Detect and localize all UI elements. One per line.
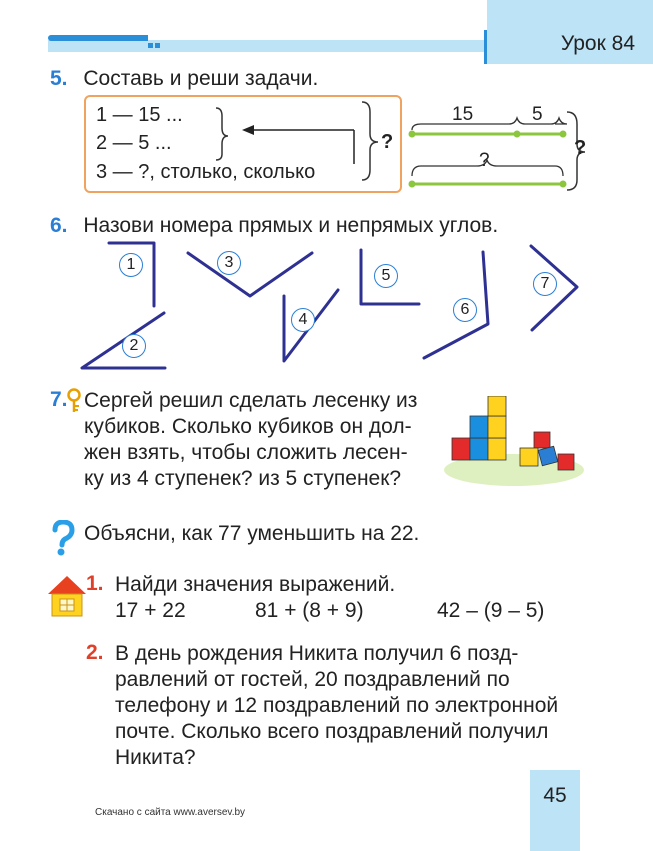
home-task1-number: 1. [86, 572, 104, 595]
expression-1: 17 + 22 [115, 599, 186, 622]
angle-label-3: 3 [217, 251, 241, 275]
home-task2-line-1: В день рождения Никита получил 6 позд- [115, 642, 519, 665]
angle-3 [188, 253, 312, 296]
task5-box-question: ? [381, 131, 394, 153]
page-number: 45 [543, 784, 567, 807]
home-task1-text: Найди значения выражений. [115, 573, 396, 596]
lesson-title: Урок 84 [560, 32, 635, 55]
expression-2: 81 + (8 + 9) [255, 599, 364, 622]
page-number-box [530, 770, 580, 851]
header-accent-bar [48, 35, 148, 41]
task7-line-2: кубиков. Сколько кубиков он дол- [84, 415, 412, 438]
task5-line-2: 2 — 5 ... [96, 132, 172, 154]
task5-box-brackets [200, 98, 400, 190]
task5-line-3: 3 — ?, столько, сколько [96, 161, 316, 183]
home-task2-number: 2. [86, 641, 104, 664]
task7-line-4: ку из 4 ступенек? из 5 ступенек? [84, 467, 402, 490]
header-accent-dots [148, 35, 162, 41]
angle-label-7: 7 [533, 272, 557, 296]
task5-text: Составь и реши задачи. [83, 67, 319, 90]
task7-line-1: Сергей решил сделать лесенку из [84, 389, 418, 412]
footer-note: Скачано с сайта www.aversev.by [95, 807, 246, 818]
header-stripe [48, 40, 488, 52]
task6-angles [0, 236, 653, 376]
angle-label-5: 5 [374, 264, 398, 288]
question-text: Объясни, как 77 уменьшить на 22. [84, 522, 420, 545]
home-task2-line-4: почте. Сколько всего поздравлений получил [115, 720, 549, 743]
task7-line-3: жен взять, чтобы сложить лесен- [84, 441, 408, 464]
home-task2-line-3: телефону и 12 поздравлений по электронной [115, 694, 559, 717]
home-icon [46, 574, 88, 618]
task6-text: Назови номера прямых и непрямых углов. [83, 214, 499, 237]
angle-label-1: 1 [119, 253, 143, 277]
task7-number: 7. [50, 388, 68, 411]
segment-question: ? [574, 137, 587, 159]
task5-heading [50, 66, 318, 92]
cubes-illustration [436, 396, 586, 496]
angle-label-6: 6 [453, 298, 477, 322]
home-task2-line-2: равлений от гостей, 20 поздравлений по [115, 668, 510, 691]
segment-label-5: 5 [532, 104, 543, 125]
expression-3: 42 – (9 – 5) [437, 599, 545, 622]
angle-label-2: 2 [122, 334, 146, 358]
home-task2-line-5: Никита? [115, 746, 196, 769]
question-icon [50, 520, 76, 556]
key-icon [65, 388, 83, 414]
task5-number: 5. [50, 67, 68, 90]
task5-line-1: 1 — 15 ... [96, 104, 183, 126]
task6-number: 6. [50, 214, 68, 237]
angle-label-4: 4 [291, 308, 315, 332]
segment-label-unknown: ? [479, 150, 490, 171]
task5-segment-diagram [405, 100, 595, 192]
segment-label-15: 15 [452, 104, 474, 125]
